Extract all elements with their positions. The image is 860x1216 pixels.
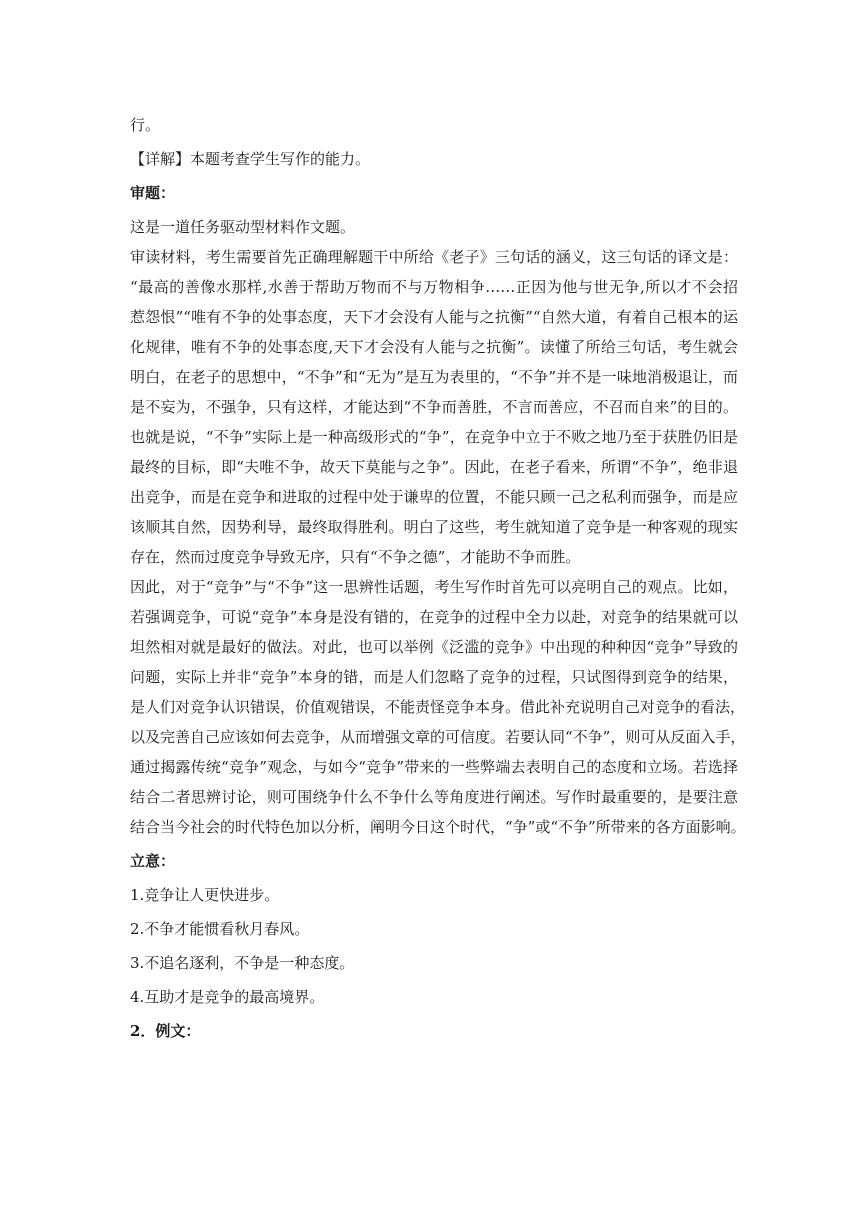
paragraph-line: 坦然相对就是最好的做法。对此，也可以举例《泛滥的竞争》中出现的种种因“竞争”导致的 — [130, 638, 738, 656]
thesis-item-1: 1.竞争让人更快进步。 — [130, 886, 280, 904]
paragraph-line: 问题，实际上并非“竞争”本身的错，而是人们忽略了竞争的过程，只试图得到竞争的结果， — [130, 668, 738, 686]
paragraph-line: 惹怨恨”“唯有不争的处事态度，天下才会没有人能与之抗衡”“自然大道，有着自己根本的运 — [130, 308, 738, 326]
thesis-item-3: 3.不追名逐利，不争是一种态度。 — [130, 954, 355, 972]
analysis-paragraph-2 — [130, 572, 746, 842]
paragraph-line: 若强调竞争，可说“竞争”本身是没有错的，在竞争的过程中全力以赴，对竞争的结果就可以 — [130, 608, 738, 626]
paragraph-line: 也就是说，“不争”实际上是一种高级形式的“争”，在竞争中立于不败之地乃至于获胜仍旧是 — [130, 428, 738, 446]
detail-explanation-line: 【详解】本题考查学生写作的能力。 — [130, 150, 371, 168]
paragraph-line: 因此，对于“竞争”与“不争”这一思辨性话题，考生写作时首先可以亮明自己的观点。比如， — [130, 578, 738, 596]
paragraph-line: 以及完善自己应该如何去竞争，从而增强文章的可信度。若要认同“不争”，则可从反面入手， — [130, 728, 746, 746]
question-type-line: 这是一道任务驱动型材料作文题。 — [130, 218, 356, 236]
paragraph-line: 结合二者思辨讨论，则可围绕争什么不争什么等角度进行阐述。写作时最重要的，是要注意 — [130, 788, 738, 806]
paragraph-line: “最高的善像水那样,水善于帮助万物而不与万物相争……正因为他与世无争,所以才不会招 — [130, 278, 738, 296]
paragraph-line: 是不妄为，不强争，只有这样，才能达到“不争而善胜，不言而善应，不召而自来”的目的。 — [130, 398, 738, 416]
paragraph-line: 通过揭露传统“竞争”观念，与如今“竞争”带来的一些弊端去表明自己的态度和立场。若选择 — [130, 758, 738, 776]
text-line-continuation: 行。 — [130, 116, 161, 134]
paragraph-line: 最终的目标，即“夫唯不争，故天下莫能与之争”。因此，在老子看来，所谓“不争”，绝非退 — [130, 458, 738, 476]
thesis-item-4: 4.互助才是竞争的最高境界。 — [130, 988, 325, 1006]
analysis-paragraph-1 — [130, 242, 738, 572]
paragraph-line: 审读材料，考生需要首先正确理解题干中所给《老子》三句话的涵义，这三句话的译文是： — [130, 248, 738, 266]
paragraph-line: 明白，在老子的思想中，“不争”和“无为”是互为表里的，“不争”并不是一味地消极退让，而 — [130, 368, 738, 386]
thesis-item-2: 2.不争才能惯看秋月春风。 — [130, 920, 310, 938]
paragraph-line: 是人们对竞争认识错误，价值观错误，不能责怪竞争本身。借此补充说明自己对竞争的看法， — [130, 698, 746, 716]
section-heading-liyi: 立意： — [130, 852, 176, 870]
section-heading-shenti: 审题： — [130, 184, 176, 202]
paragraph-line: 结合当今社会的时代特色加以分析，阐明今日这个时代，“争”或“不争”所带来的各方面影响。 — [130, 818, 746, 836]
paragraph-line: 化规律，唯有不争的处事态度,天下才会没有人能与之抗衡”。读懂了所给三句话，考生就会 — [130, 338, 738, 356]
paragraph-line: 存在，然而过度竞争导致无序，只有“不争之德”，才能助不争而胜。 — [130, 548, 581, 566]
paragraph-line: 出竞争，而是在竞争和进取的过程中处于谦卑的位置，不能只顾一己之私利而强争，而是应 — [130, 488, 738, 506]
paragraph-line: 该顺其自然，因势利导，最终取得胜利。明白了这些，考生就知道了竞争是一种客观的现实 — [130, 518, 738, 536]
section-heading-example-essay: 2．例文： — [130, 1022, 201, 1040]
